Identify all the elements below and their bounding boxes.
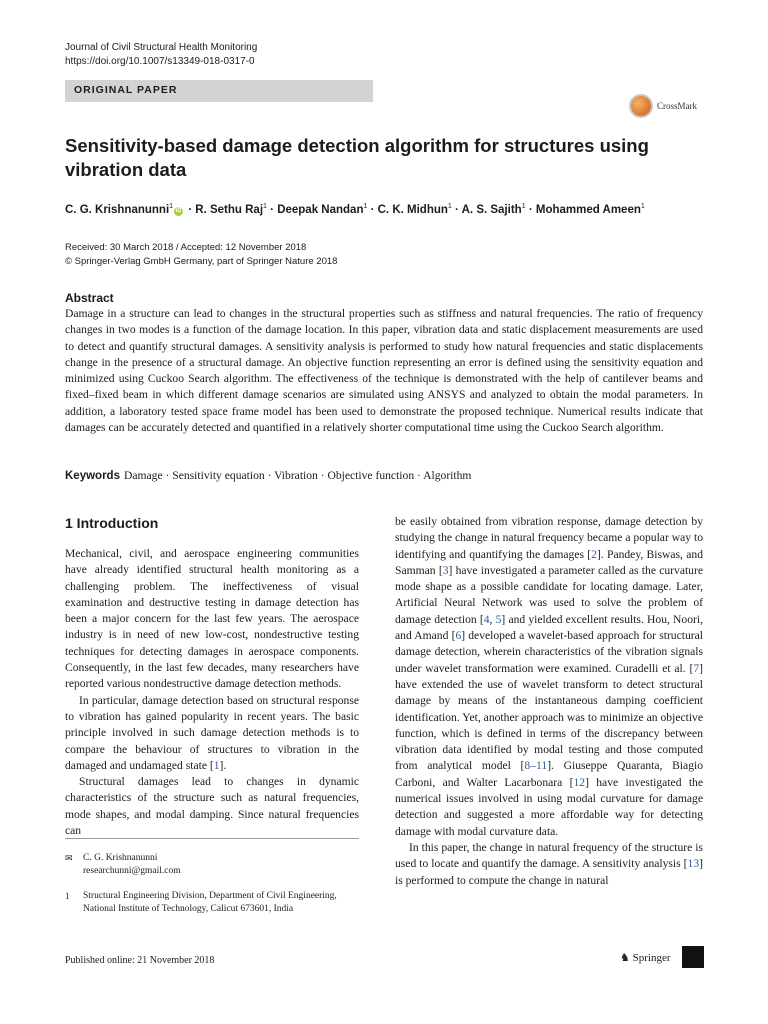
author-affiliation-mark: 1 [640, 203, 645, 210]
author-separator: · [455, 203, 459, 216]
author-name[interactable]: Mohammed Ameen [535, 203, 641, 216]
author-name[interactable]: A. S. Sajith [461, 203, 522, 216]
body-paragraph [65, 774, 359, 839]
author-name[interactable]: C. K. Midhun [377, 203, 448, 216]
author-name[interactable]: R. Sethu Raj [195, 203, 264, 216]
author-separator: · [270, 203, 274, 216]
envelope-icon: ✉ [65, 853, 73, 863]
crossmark-label: CrossMark [657, 101, 697, 111]
citation-link[interactable]: 13 [687, 857, 700, 871]
paragraph-text: ] have investigated the numerical issues involved in using modal curvature for damage detection and suggested a more affordable way for detecting damage with modal curvature data. [395, 775, 703, 838]
author-affiliation-mark: 1 [447, 203, 452, 210]
paragraph-text: be easily obtained from vibration response, damage detection by studying the change in natural frequency became a popular way to identifying and quantifying the damages [ [395, 515, 703, 561]
crossmark-icon [629, 94, 653, 118]
paragraph-text: ] is performed to compute the change in natural [395, 857, 703, 887]
paragraph-text: , [489, 612, 496, 626]
footnote-divider [65, 838, 359, 839]
paragraph-text: ] and yielded excellent results. Hou, Noori, and Amand [ [395, 612, 704, 643]
keywords-line [65, 469, 471, 482]
citation-link[interactable]: 5 [495, 612, 502, 626]
orcid-icon[interactable]: iD [175, 207, 182, 214]
author-affiliation-mark: 1 [521, 203, 526, 210]
paragraph-text: In particular, damage detection based on structural response to vibration has gained popularity in recent years. The basic principle involved in such damage detection methods is to compare the behaviour of structures to vibration in the damaged and undamaged state [ [65, 693, 359, 772]
affiliation-mark: 1 [65, 891, 70, 901]
author-list [65, 203, 725, 216]
paragraph-text: ]. Giuseppe Quaranta, Biagio Carboni, and Walter Lacarbonara [ [395, 759, 704, 789]
publisher-name [620, 951, 671, 964]
article-type-banner [65, 80, 373, 102]
body-paragraph [65, 546, 359, 693]
abstract-heading: Abstract [65, 291, 114, 305]
article-dates [65, 241, 337, 269]
citation-link[interactable]: 8–11 [524, 759, 548, 773]
article-type-label: ORIGINAL PAPER [74, 84, 178, 96]
body-paragraph [395, 514, 703, 840]
affiliation-footnote [65, 890, 359, 932]
paragraph-text: ] developed a wavelet-based approach for structural damage detection, wherein characteristics of the vibration signals under wavelet transformation were examined. Curadelli et al. [ [395, 629, 703, 675]
author-separator: · [370, 203, 375, 216]
published-online-date: Published online: 21 November 2018 [65, 955, 215, 966]
citation-link[interactable]: 6 [455, 629, 462, 643]
springer-logo-icon [682, 946, 704, 968]
copyright-line: © Springer-Verlag GmbH Germany, part of Springer Nature 2018 [65, 256, 338, 267]
corresponding-author-footnote [65, 852, 359, 880]
paragraph-text: Mechanical, civil, and aerospace engineering communities have already identified structural health monitoring as a challenging problem. The ineffectiveness of visual examination and destructive testing in damage detection has been a major concern for the last few years. The aerospace industry is in need of new low-cost, nondestructive testing techniques for detecting damages in aerospace components. Consequently, in the last few decades, many researchers have reported various nondestructive damage detection methods. [65, 547, 359, 691]
paragraph-text: ]. [219, 758, 227, 772]
abstract-text: Damage in a structure can lead to changes in the structural properties such as stiffness and natural frequencies. The ratio of frequency changes in two modes is a function of the damage location. In this paper, vibration data and static displacement measurements are used to detect and quantify structural damages. A sensitivity analysis is performed to study how natural frequencies and static displacements change in the presence of a structural damage. An objective function representing an error is defined using the sensitivity equation and minimized using Cuckoo Search algorithm. The effectiveness of the technique is demonstrated with the help of cantilever beams and fixed–fixed beam in which different damage scenarios are simulated using ANSYS and analyzed to obtain the modal parameters. In addition, a laboratory tested space frame model has been used to demonstrate the proposed technique. Numerical results indicate that damages can be accurately detected and quantified in a relatively shorter computational time using the Cuckoo Search algorithm. [65, 307, 703, 435]
received-accepted-dates: Received: 30 March 2018 / Accepted: 12 November 2018 [65, 242, 307, 253]
springer-horse-icon: ♞ [620, 952, 630, 964]
journal-header [65, 41, 257, 69]
author-affiliation-mark: 1 [363, 203, 368, 210]
right-column-body [395, 514, 703, 889]
author-name[interactable]: C. G. Krishnanunni [65, 203, 170, 216]
keywords-list: Damage · Sensitivity equation · Vibration · Objective function · Algorithm [123, 469, 472, 482]
paper-title: Sensitivity-based damage detection algorithm for structures using vibration data [65, 135, 649, 180]
publisher-label: Springer [632, 952, 671, 964]
author-affiliation-mark: 1 [263, 203, 267, 210]
paragraph-text: ] have extended the use of wavelet transform to detect structural damage by means of the instantaneous damping coefficient identification. Yet, another approach was to minimize an objective function, which is defined in terms of the discrepancy between vibration data identified by modal testing and those computed from analytical model [ [395, 661, 703, 773]
affiliation-text: Structural Engineering Division, Department of Civil Engineering, National Institute of Technology, Calicut 673601, India [83, 891, 337, 914]
paragraph-text: ]. Pandey, Biswas, and Samman [ [395, 547, 703, 577]
doi-link[interactable]: https://doi.org/10.1007/s13349-018-0317-0 [65, 56, 255, 67]
citation-link[interactable]: 7 [693, 661, 700, 675]
paragraph-text: Structural damages lead to changes in dynamic characteristics of the structure such as natural frequencies, mode shapes, and modal damping. Since natural frequencies can [65, 775, 359, 838]
citation-link[interactable]: 3 [442, 563, 449, 577]
crossmark-badge[interactable] [629, 92, 709, 122]
body-paragraph [395, 840, 703, 889]
author-name[interactable]: Deepak Nandan [277, 203, 364, 216]
author-affiliation-mark: 1 [169, 203, 174, 210]
left-column-body [65, 546, 359, 839]
paragraph-text: In this paper, the change in natural frequency of the structure is used to locate and quantify the damage. A sensitivity analysis [ [395, 840, 703, 871]
author-separator: · [528, 203, 533, 216]
body-paragraph [65, 693, 359, 774]
author-separator: · [188, 203, 193, 216]
citation-link[interactable]: 2 [591, 547, 597, 561]
corresponding-author-email[interactable]: researchunni@gmail.com [83, 866, 181, 876]
keywords-label: Keywords [65, 470, 120, 482]
citation-link[interactable]: 1 [213, 758, 220, 772]
corresponding-author-name: C. G. Krishnanunni [83, 853, 158, 863]
journal-name: Journal of Civil Structural Health Monitoring [65, 42, 258, 53]
paragraph-text: ] have investigated a parameter called as the curvature mode shape as a possible candidate for locating damage. Later, Artificial Neural Network was used to solve the problem of damage detection [ [395, 563, 703, 626]
citation-link[interactable]: 4 [483, 612, 490, 626]
section-heading-introduction: 1 Introduction [65, 515, 159, 531]
citation-link[interactable]: 12 [573, 775, 586, 789]
